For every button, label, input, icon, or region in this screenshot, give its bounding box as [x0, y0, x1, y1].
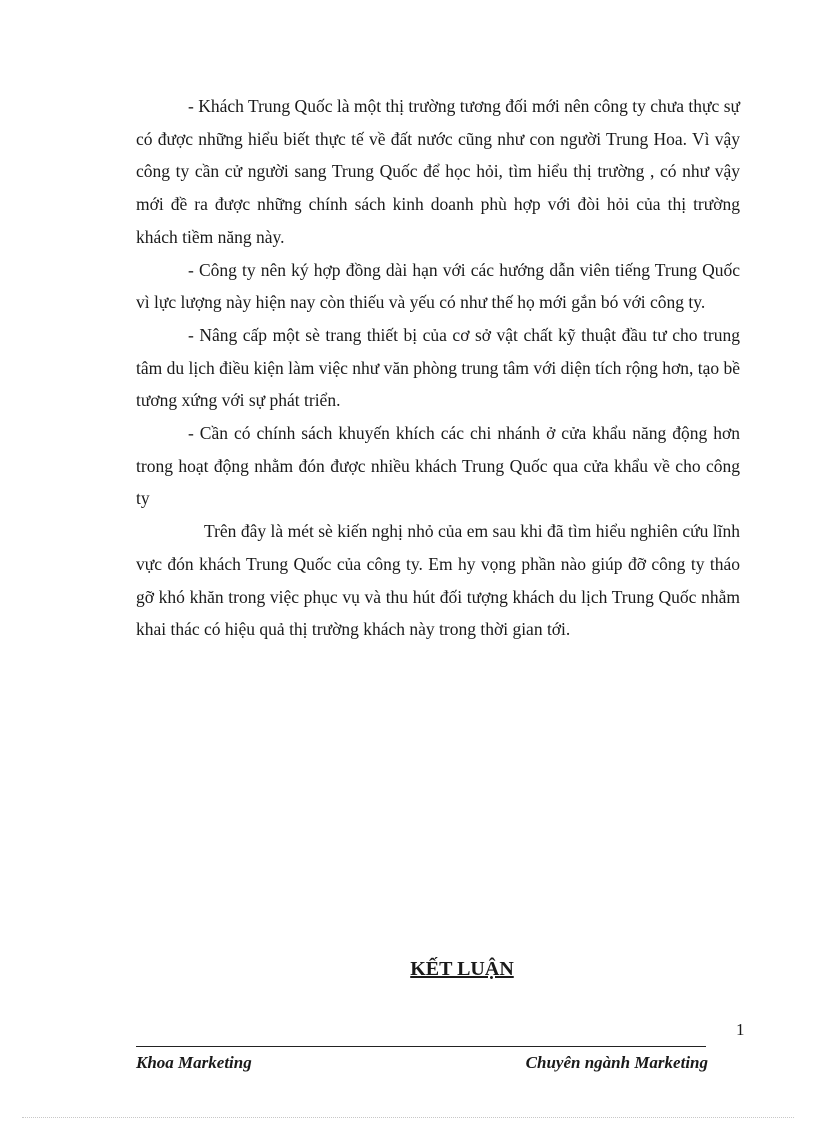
- footer-major: Chuyên ngành Marketing: [525, 1053, 708, 1072]
- conclusion-heading: KẾT LUẬN: [410, 958, 514, 980]
- page-number: 1: [736, 1020, 745, 1039]
- paragraph-closing: Trên đây là mét sè kiến nghị nhỏ của em sau khi đã tìm hiểu nghiên cứu lĩnh vực đón khách Trung Quốc của công ty. Em hy vọng phần nào giúp đỡ công ty tháo gỡ khó khăn trong việc phục vụ và thu hút đối tượng khách du lịch Trung Quốc nhằm khai thác có hiệu quả thị trường khách này trong thời gian tới.: [136, 521, 740, 640]
- paragraph-recommendation-facilities: - Nâng cấp một sè trang thiết bị của cơ sở vật chất kỹ thuật đầu tư cho trung tâm du lịch điều kiện làm việc như văn phòng trung tâm với diện tích rộng hơn, tạo bề tương xứng với sự phát triển.: [136, 324, 740, 411]
- footer-divider: [136, 1046, 706, 1047]
- paragraph-recommendation-research: - Khách Trung Quốc là một thị trường tương đối mới nên công ty chưa thực sự có được những hiểu biết thực tế về đất nước cũng như con người Trung Hoa. Vì vậy công ty cần cử người sang Trung Quốc để học hỏi, tìm hiểu thị trường , có như vậy mới đề ra được những chính sách kinh doanh phù hợp với đòi hỏi của thị trường khách tiềm năng này.: [136, 96, 740, 247]
- paragraph-recommendation-branches: - Cần có chính sách khuyến khích các chi nhánh ở cửa khẩu năng động hơn trong hoạt động nhằm đón được nhiều khách Trung Quốc qua cửa khẩu về cho công ty: [136, 423, 740, 509]
- footer-faculty: Khoa Marketing: [136, 1053, 252, 1072]
- page-bottom-edge: [22, 1117, 794, 1118]
- paragraph-recommendation-guides: - Công ty nên ký hợp đồng dài hạn với các hướng dẫn viên tiếng Trung Quốc vì lực lượng này hiện nay còn thiếu và yếu có như thế họ mới gắn bó với công ty.: [136, 259, 740, 313]
- document-body: [136, 90, 740, 646]
